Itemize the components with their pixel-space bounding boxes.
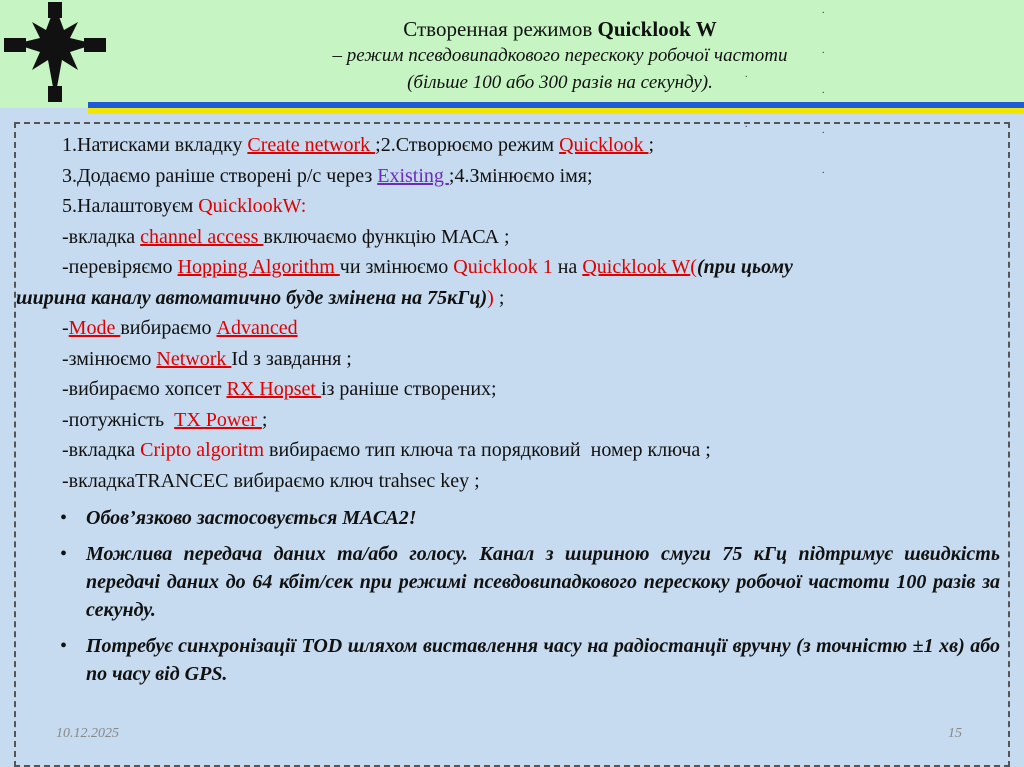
line-2 [62, 161, 1002, 192]
bullet-dot: • [60, 507, 68, 529]
text: ; [493, 286, 505, 309]
text: ;4.Змінюємо імя; [448, 164, 593, 187]
line-8 [62, 374, 1002, 405]
text: 5.Налаштовуєм [62, 195, 199, 217]
line-10 [62, 435, 1002, 466]
paren: ( [690, 256, 697, 278]
list-item [60, 504, 1000, 532]
line-6 [62, 313, 1002, 344]
slide-date: 10.12.2025 [56, 726, 119, 741]
text: чи змінюємо [339, 256, 454, 278]
text: 1.Натисками вкладку [62, 134, 248, 156]
dot-column-left: . . [745, 69, 748, 130]
line-9 [62, 405, 1002, 436]
text: ; [261, 408, 268, 431]
text: -вкладка [62, 225, 141, 248]
link-rx-hopset[interactable]: RX Hopset [226, 378, 321, 400]
line-7 [62, 344, 1002, 375]
link-mode[interactable]: Mode [68, 317, 121, 339]
cross-emblem-icon [0, 0, 110, 105]
link-hopping-algorithm[interactable]: Hopping Algorithm [177, 256, 340, 278]
line-1 [62, 130, 1002, 161]
content-box [14, 122, 1010, 767]
link-network[interactable]: Network [156, 347, 232, 370]
subtitle-line-1: – режим псевдовипадкового перескоку робочої частоти [332, 45, 788, 66]
quicklookw-label: QuicklookW: [198, 195, 307, 217]
bullet-text: Можлива передача даних та/або голосу. Канал з шириною смуги 75 кГц підтримує швидкість передачі даних до 64 кбіт/сек при режимі псевдовипадкового перескоку робочої частоти 100 разів за секунду. [86, 543, 1000, 621]
text: ;2.Створюємо режим [375, 134, 560, 156]
link-existing[interactable]: Existing [377, 164, 449, 187]
note-text: ширина каналу автоматично буде змінена на 75кГц) [16, 286, 488, 309]
text: 3.Додаємо раніше створені р/с через [62, 164, 378, 187]
subtitle-line-2: (більше 100 або 300 разів на секунду). [407, 72, 713, 93]
text: на [552, 256, 583, 278]
link-create-network[interactable]: Create network [247, 134, 376, 156]
dot-column-right: . . . . . [822, 5, 825, 176]
text: -вкладка [62, 439, 141, 461]
cripto-algoritm-label: Cripto algoritm [140, 439, 265, 461]
text: -вкладкаTRANCEC вибираємо ключ trahsec key ; [62, 469, 480, 492]
line-4 [62, 222, 1002, 253]
link-channel-access[interactable]: channel access [140, 225, 264, 248]
text: із раніше створених; [320, 378, 497, 400]
link-tx-power[interactable]: TX Power [174, 408, 262, 431]
link-quicklook[interactable]: Quicklook [559, 134, 649, 156]
quicklook-1-label: Quicklook 1 [453, 256, 553, 278]
text: вибираємо тип ключа та порядковий номер ключа ; [264, 439, 711, 461]
slide-header [0, 0, 1024, 108]
note-text: (при цьому [696, 256, 793, 278]
text: -потужність [62, 408, 175, 431]
paren: ) [487, 286, 494, 309]
text: -перевіряємо [62, 256, 178, 278]
text: вибираємо [120, 317, 217, 339]
text: ; [648, 134, 655, 156]
page-number: 15 [948, 726, 962, 741]
text: -вибираємо хопсет [62, 378, 227, 400]
line-5-continued [16, 283, 1002, 314]
line-5 [16, 252, 1002, 313]
slide-title [200, 16, 920, 96]
bullet-list [60, 504, 1000, 696]
line-11 [62, 466, 1002, 497]
line-3 [62, 191, 1002, 222]
text: включаємо функцію МАСА ; [263, 225, 510, 248]
text: Id з завдання ; [231, 347, 352, 370]
link-quicklook-w[interactable]: Quicklook W [582, 256, 691, 278]
link-advanced[interactable]: Advanced [216, 317, 298, 339]
list-item [60, 632, 1000, 688]
bullet-dot: • [60, 635, 68, 657]
yellow-stripe [88, 108, 1024, 114]
instruction-lines [16, 130, 1002, 496]
text: -змінюємо [62, 347, 157, 370]
title-bold: Quicklook W [597, 17, 717, 41]
bullet-text: Обов’язково застосовується МАСА2! [86, 507, 417, 529]
text: - [62, 317, 69, 339]
list-item [60, 540, 1000, 624]
title-text: Створенная режимов [403, 17, 598, 41]
bullet-text: Потребує синхронізації TOD шляхом виставлення часу на радіостанції вручну (з точністю ±1 хв) або по часу від GPS. [86, 635, 1000, 685]
bullet-dot: • [60, 543, 68, 565]
